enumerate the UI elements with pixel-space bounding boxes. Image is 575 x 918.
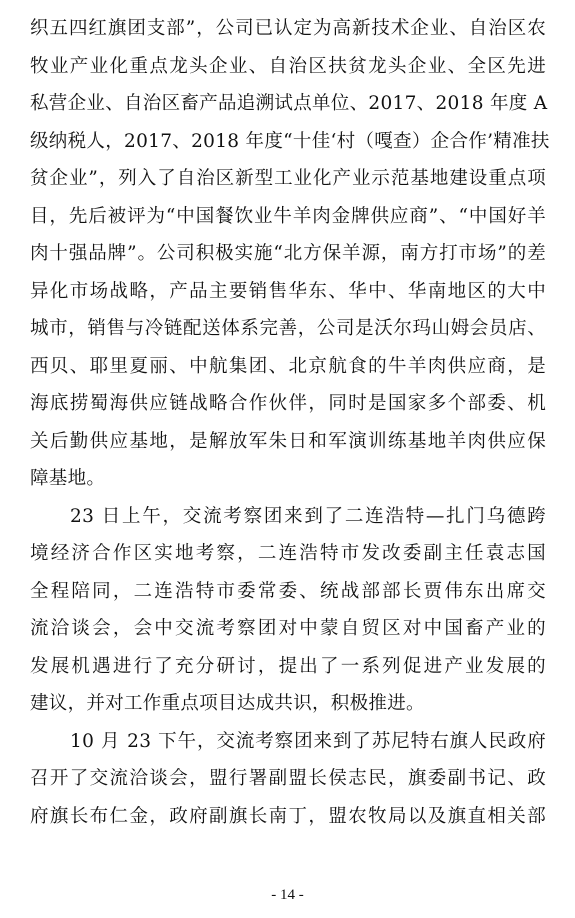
text-line: 海底捞蜀海供应链战略合作伙伴，同时是国家多个部委、机 [30,393,546,414]
text-line: 级纳税人，2017、2018 年度“十佳‘村（嘎查）企合作’精准扶 [30,130,550,152]
text-line: 10 月 23 下午，交流考察团来到了苏尼特右旗人民政府 [70,730,546,752]
text-line: 境经济合作区实地考察，二连浩特市发改委副主任袁志国 [30,543,546,564]
paragraph [30,498,546,723]
text-line: 贫企业”，列入了自治区新型工业化产业示范基地建设重点项 [30,168,546,189]
text-line: 关后勤供应基地，是解放军朱日和军演训练基地羊肉供应保 [30,430,546,452]
paragraph [30,723,546,836]
text-line: 建议，并对工作重点项目达成共识，积极推进。 [30,693,425,714]
text-line: 目，先后被评为“中国餐饮业牛羊肉金牌供应商”、“中国好羊 [30,205,546,227]
text-line: 23 日上午，交流考察团来到了二连浩特—扎门乌德跨 [70,505,546,527]
text-line: 召开了交流洽谈会，盟行署副盟长侯志民，旗委副书记、政 [30,768,546,789]
text-line: 流洽谈会，会中交流考察团对中蒙自贸区对中国畜产业的 [30,618,546,639]
text-line: 异化市场战略，产品主要销售华东、华中、华南地区的大中 [30,280,546,302]
text-line: 牧业产业化重点龙头企业、自治区扶贫龙头企业、全区先进 [30,55,546,77]
text-line: 府旗长布仁金，政府副旗长南丁，盟农牧局以及旗直相关部 [30,805,546,827]
text-line: 全程陪同，二连浩特市委常委、统战部部长贾伟东出席交 [30,580,546,602]
page-number: - 14 - [271,887,304,903]
text-line: 城市，销售与冷链配送体系完善，公司是沃尔玛山姆会员店、 [30,318,546,339]
text-line: 织五四红旗团支部”，公司已认定为高新技术企业、自治区农 [30,18,546,39]
text-line: 西贝、耶里夏丽、中航集团、北京航食的牛羊肉供应商，是 [30,355,546,377]
document-body [30,10,550,835]
text-line: 私营企业、自治区畜产品追溯试点单位、2017、2018 年度 A [30,93,548,114]
paragraph [30,10,550,498]
text-line: 障基地。 [30,468,106,489]
text-line: 发展机遇进行了充分研讨，提出了一系列促进产业发展的 [30,655,546,677]
text-line: 肉十强品牌”。公司积极实施“北方保羊源，南方打市场”的差 [30,243,546,264]
